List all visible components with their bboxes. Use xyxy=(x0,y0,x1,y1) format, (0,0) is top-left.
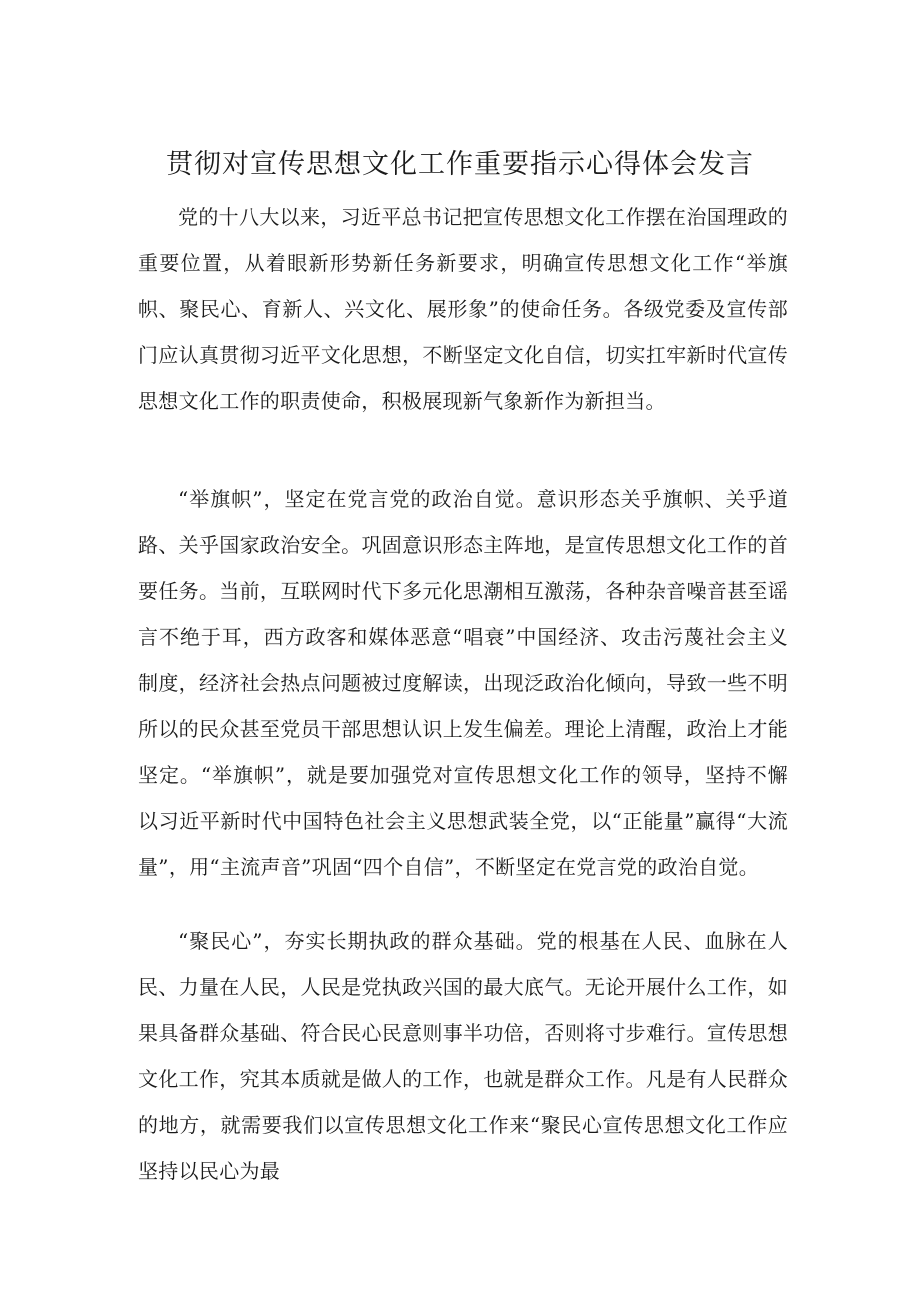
paragraph-intro: 党的十八大以来，习近平总书记把宣传思想文化工作摆在治国理政的重要位置，从着眼新形势新任务新要求，明确宣传思想文化工作“举旗帜、聚民心、育新人、兴文化、展形象”的使命任务。各级党委及宣传部门应认真贯彻习近平文化思想，不断坚定文化自信，切实扛牢新时代宣传思想文化工作的职责使命，积极展现新气象新作为新担当。 xyxy=(138,205,788,413)
paragraph-raise-banner: “举旗帜”，坚定在党言党的政治自觉。意识形态关乎旗帜、关乎道路、关乎国家政治安全。巩固意识形态主阵地，是宣传思想文化工作的首要任务。当前，互联网时代下多元化思潮相互激荡，各种杂音噪音甚至谣言不绝于耳，西方政客和媒体恶意“唱衰”中国经济、攻击污蔑社会主义制度，经济社会热点问题被过度解读，出现泛政治化倾向，导致一些不明所以的民众甚至党员干部思想认识上发生偏差。理论上清醒，政治上才能坚定。“举旗帜”，就是要加强党对宣传思想文化工作的领导，坚持不懈以习近平新时代中国特色社会主义思想武装全党，以“正能量”赢得“大流量”，用“主流声音”巩固“四个自信”，不断坚定在党言党的政治自觉。 xyxy=(138,487,788,879)
paragraph-unite-people: “聚民心”，夯实长期执政的群众基础。党的根基在人民、血脉在人民、力量在人民，人民是党执政兴国的最大底气。无论开展什么工作，如果具备群众基础、符合民心民意则事半功倍，否则将寸步难行。宣传思想文化工作，究其本质就是做人的工作，也就是群众工作。凡是有人民群众的地方，就需要我们以宣传思想文化工作来“聚民心宣传思想文化工作应坚持以民心为最 xyxy=(138,929,788,1183)
document-title: 贯彻对宣传思想文化工作重要指示心得体会发言 xyxy=(166,149,754,180)
